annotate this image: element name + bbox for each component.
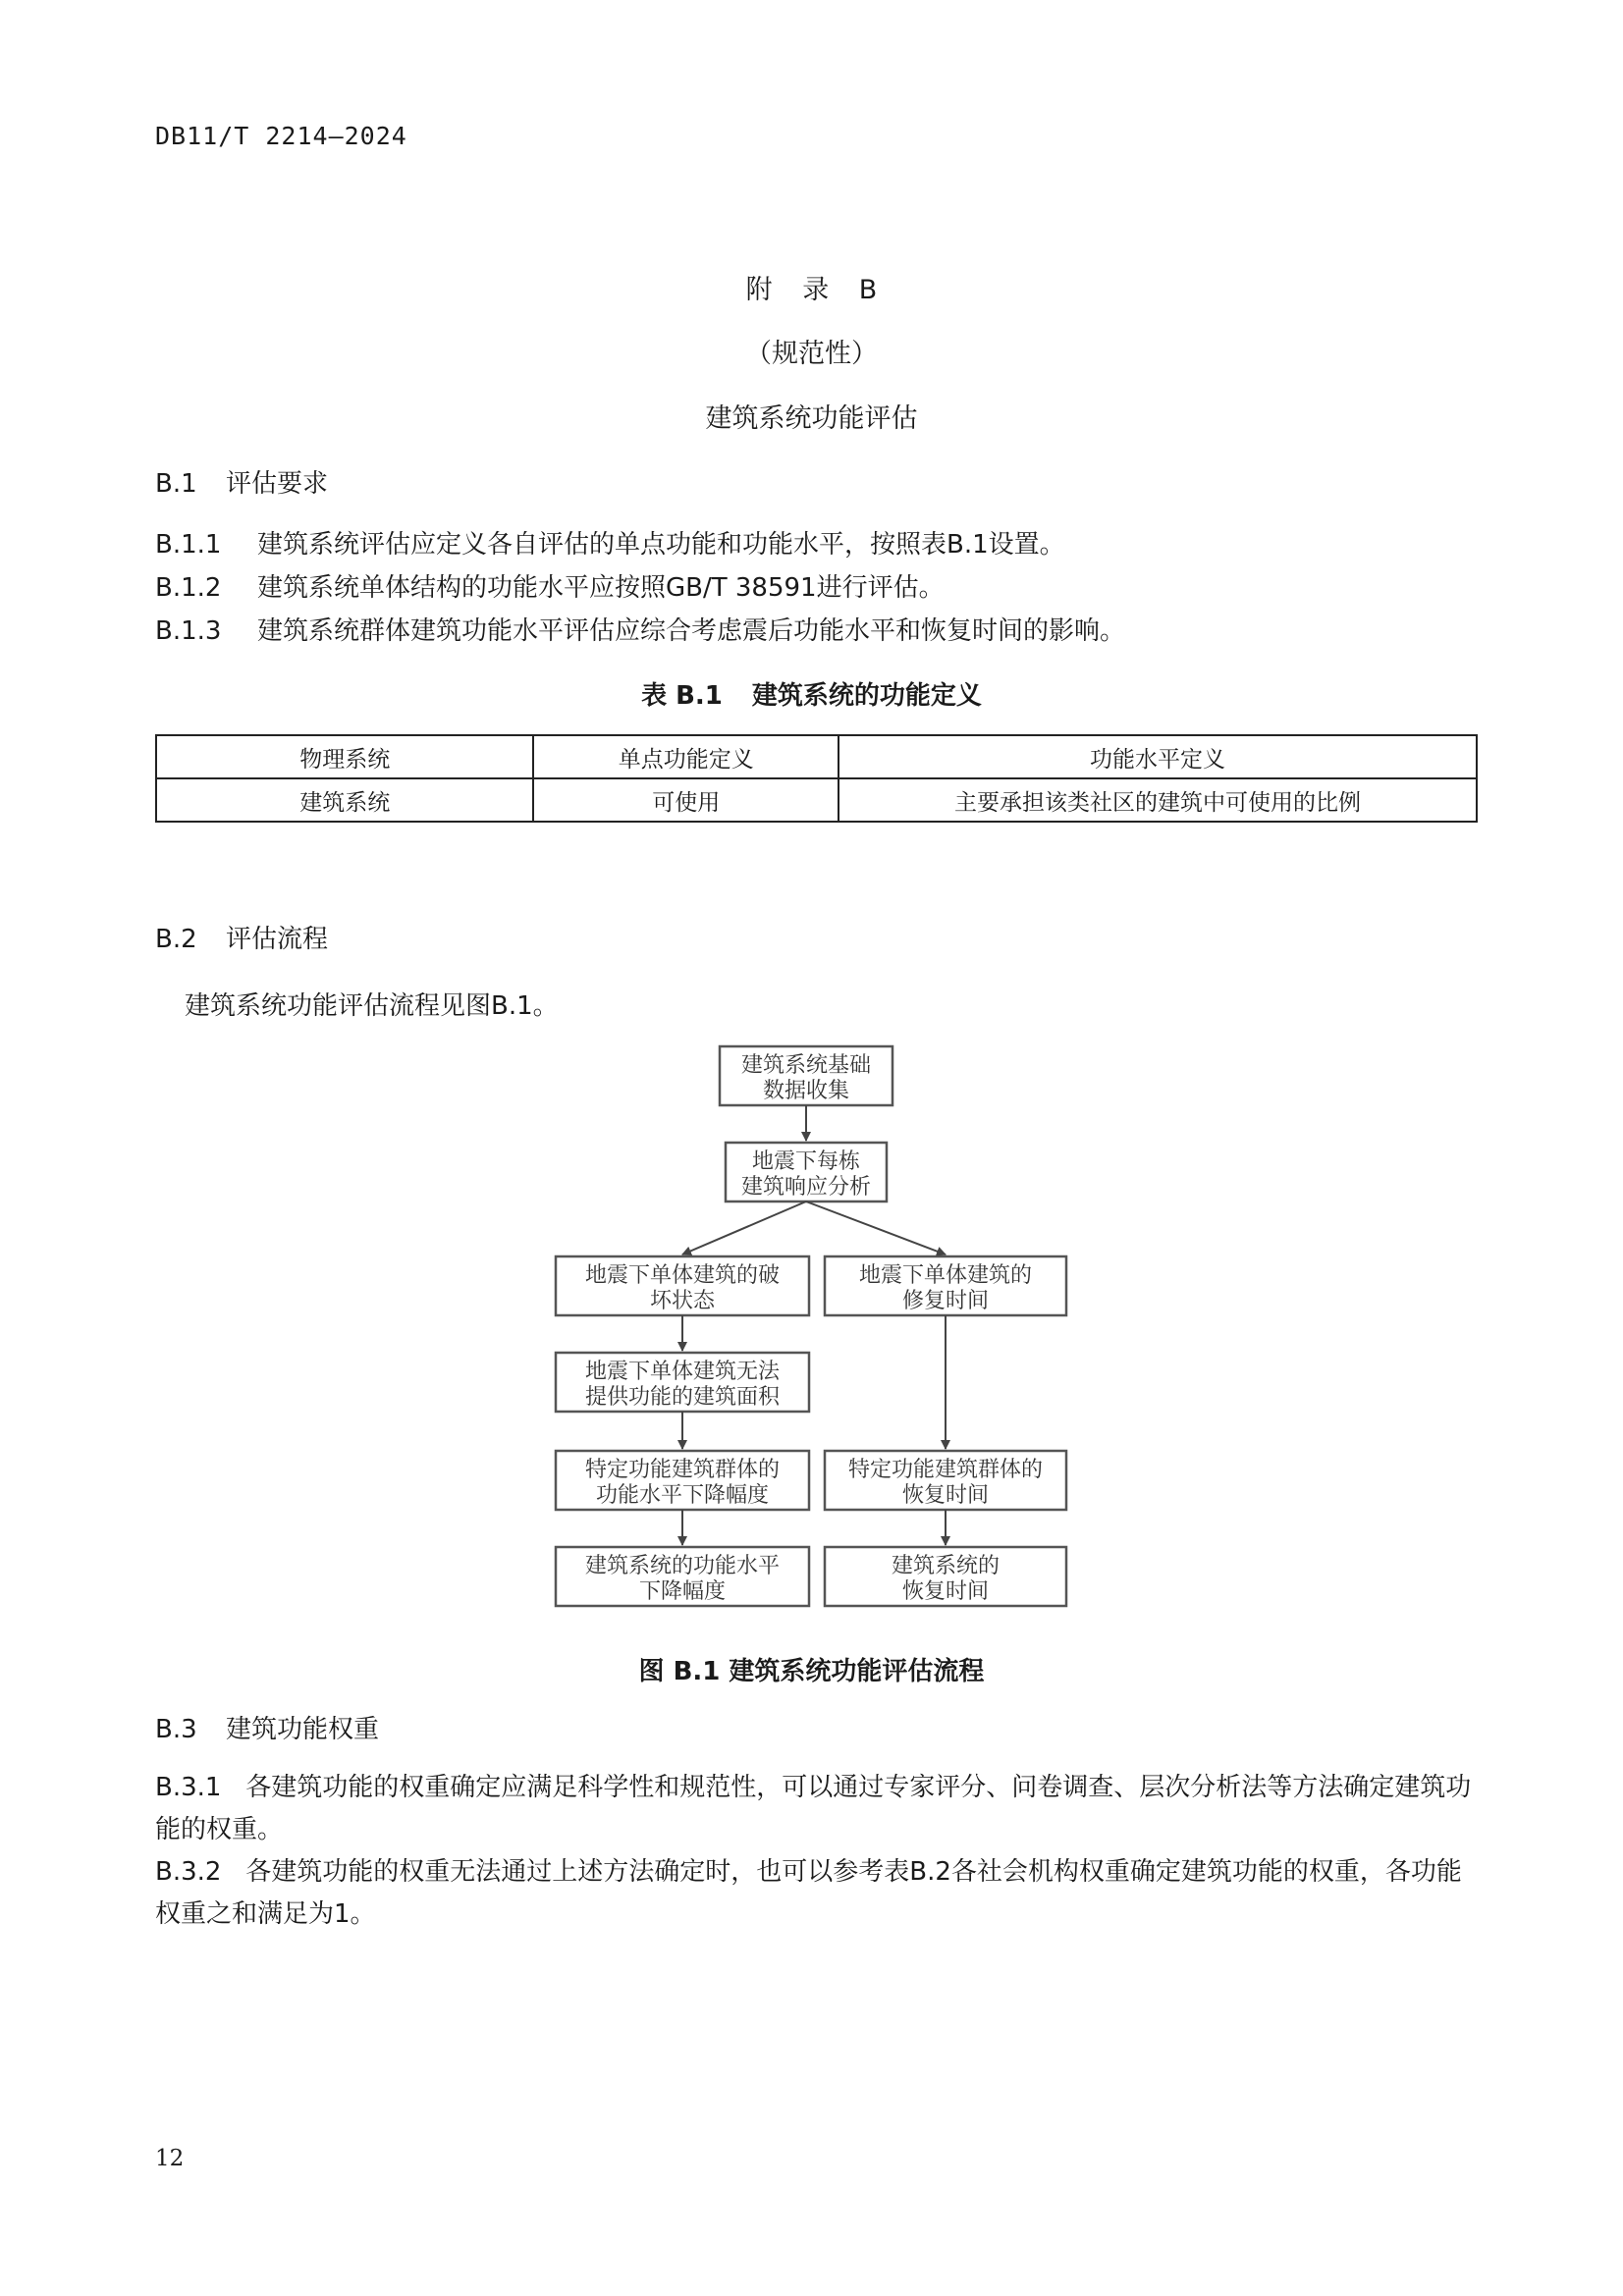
clause-number: B.3.2 (155, 1857, 222, 1887)
table-caption (0, 675, 1623, 712)
table-cell: 主要承担该类社区的建筑中可使用的比例 (839, 778, 1477, 822)
flow-node-label: 特定功能建筑群体的 (847, 1458, 1044, 1482)
appendix-title: 附 录 B (745, 275, 878, 305)
section-title: 建筑功能权重 (226, 1715, 380, 1744)
appendix-nature: （规范性） (745, 339, 878, 369)
section-title: 评估流程 (226, 925, 329, 954)
flow-node-label: 地震下单体建筑的破 (584, 1263, 781, 1288)
flow-node-label: 提供功能的建筑面积 (584, 1385, 781, 1410)
flow-node-label: 地震下每栋 (751, 1149, 861, 1174)
assessment-flowchart (550, 1037, 1080, 1622)
page-number: 12 (155, 2146, 185, 2171)
flow-node-label: 恢复时间 (901, 1483, 990, 1508)
flow-node-label: 修复时间 (901, 1289, 990, 1313)
flow-arrow (682, 1201, 806, 1255)
clause-text: 各建筑功能的权重确定应满足科学性和规范性，可以通过专家评分、问卷调查、层次分析法等方法确定建筑功能的权重。 (155, 1773, 1472, 1844)
section-number: B.3 (155, 1715, 197, 1744)
table-row (156, 778, 1477, 822)
clause-number: B.1.3 (155, 616, 222, 646)
clause-number: B.1.1 (155, 530, 222, 560)
clause-b1-3 (155, 611, 1125, 647)
flow-node-label: 建筑响应分析 (740, 1175, 872, 1200)
clause-b1-2 (155, 567, 945, 604)
clause-b1-1 (155, 524, 1065, 561)
flow-node-label: 功能水平下降幅度 (595, 1483, 770, 1508)
document-id: DB11/T 2214—2024 (155, 122, 407, 150)
table-cell: 建筑系统 (156, 778, 533, 822)
flow-node-label: 下降幅度 (638, 1579, 727, 1604)
clause-text: 建筑系统评估应定义各自评估的单点功能和功能水平，按照表B.1设置。 (257, 530, 1065, 560)
table-header-row (156, 735, 1477, 778)
appendix-subject: 建筑系统功能评估 (705, 403, 918, 434)
clause-text: 各建筑功能的权重无法通过上述方法确定时，也可以参考表B.2各社会机构权重确定建筑功能的权重，各功能权重之和满足为1。 (155, 1857, 1462, 1929)
table-caption-number: 表 B.1 (641, 681, 723, 711)
table-header-cell: 单点功能定义 (533, 735, 839, 778)
figure-caption: 图 B.1 建筑系统功能评估流程 (638, 1657, 985, 1686)
section-heading-b2 (155, 919, 328, 955)
clause-number: B.1.2 (155, 573, 222, 603)
table-header-cell: 物理系统 (156, 735, 533, 778)
flow-node-label: 建筑系统的功能水平 (584, 1554, 781, 1578)
flow-arrow (806, 1201, 946, 1255)
flow-node-label: 建筑系统的 (891, 1554, 1001, 1578)
flow-intro-text: 建筑系统功能评估流程见图B.1。 (185, 991, 559, 1021)
table-cell: 可使用 (533, 778, 839, 822)
clause-b3-1 (155, 1767, 1478, 1851)
clause-text: 建筑系统单体结构的功能水平应按照GB/T 38591进行评估。 (257, 573, 945, 603)
section-heading-b1 (155, 463, 328, 500)
flow-node-label: 建筑系统基础 (740, 1053, 872, 1078)
section-heading-b3 (155, 1709, 379, 1745)
section-number: B.1 (155, 469, 197, 499)
flow-node-label: 地震下单体建筑的 (858, 1263, 1033, 1288)
flow-node-label: 地震下单体建筑无法 (584, 1360, 781, 1384)
clause-b3-2 (155, 1851, 1478, 1936)
flow-node-label: 数据收集 (762, 1079, 850, 1103)
section-number: B.2 (155, 925, 197, 954)
clause-number: B.3.1 (155, 1773, 222, 1802)
function-definition-table (155, 734, 1478, 823)
flow-node-label: 恢复时间 (901, 1579, 990, 1604)
table-caption-title: 建筑系统的功能定义 (751, 681, 982, 711)
section-title: 评估要求 (226, 469, 329, 499)
clause-text: 建筑系统群体建筑功能水平评估应综合考虑震后功能水平和恢复时间的影响。 (257, 616, 1126, 646)
flow-node-label: 特定功能建筑群体的 (584, 1458, 781, 1482)
table-header-cell: 功能水平定义 (839, 735, 1477, 778)
flow-node-label: 坏状态 (649, 1289, 716, 1313)
